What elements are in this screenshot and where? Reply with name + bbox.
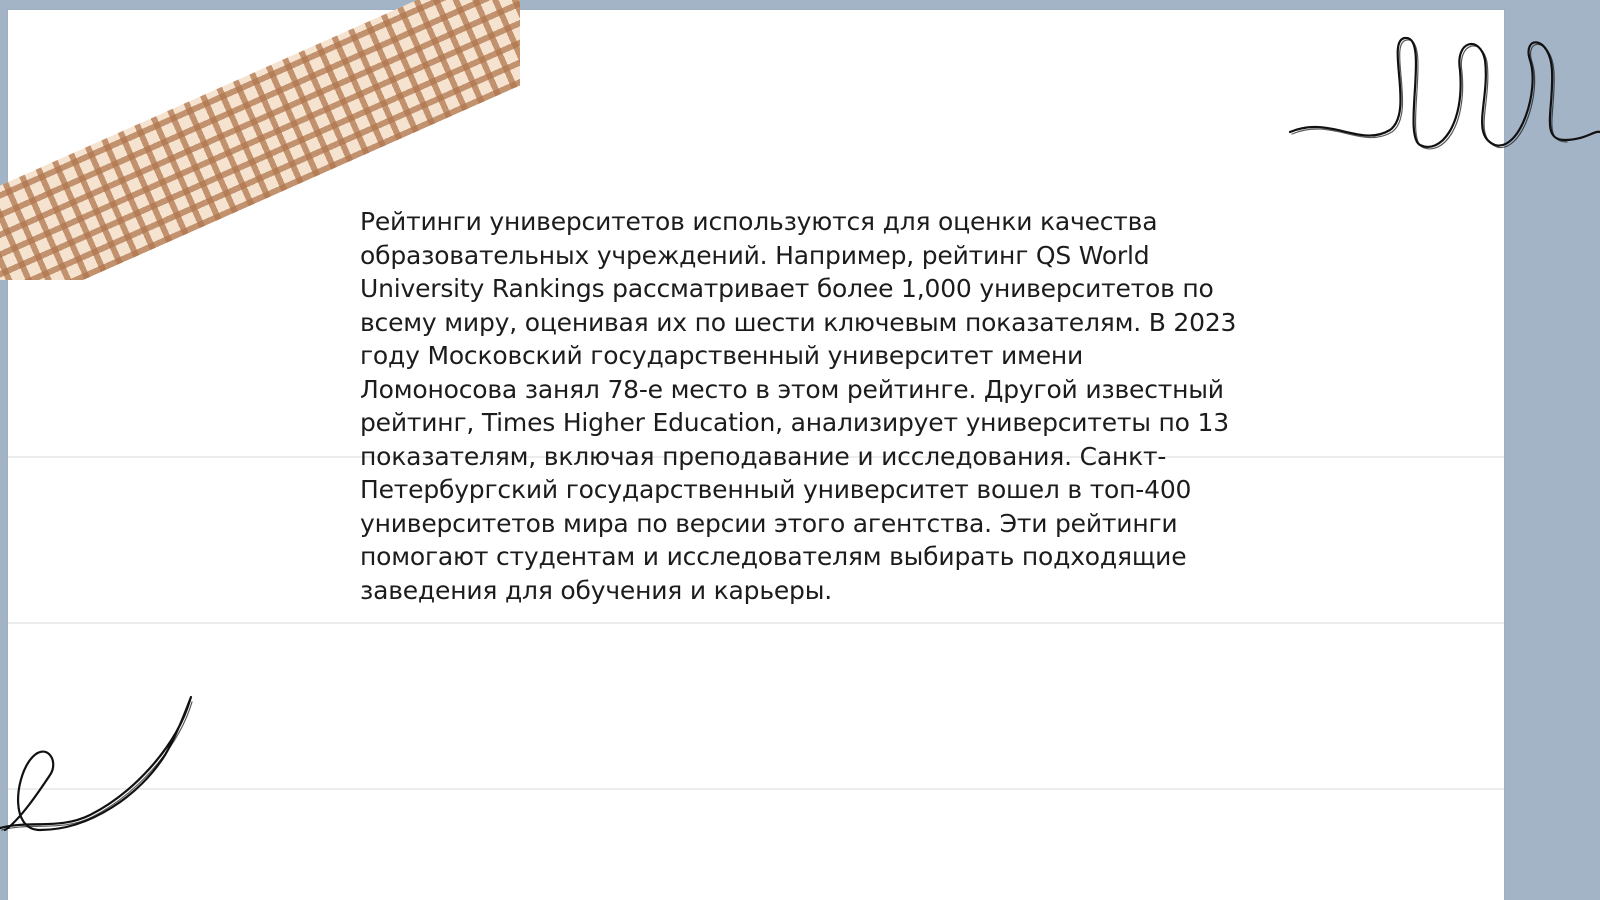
loop-scribble-top-right [1290, 30, 1600, 170]
ruled-line [8, 622, 1504, 624]
loop-scribble-bottom-left [0, 690, 200, 850]
ruled-line [8, 788, 1504, 790]
slide-body-text: Рейтинги университетов используются для оценки качества образовательных учреждений. Например, рейтинг QS World University Rankings рассматривает более 1,000 университетов по всему миру, оценивая их по шести ключевым показателям. В 2023 году Московский государственный университет имени Ломоносова занял 78-е место в этом рейтинге. Другой известный рейтинг, Times Higher Education, анализирует университеты по 13 показателям, включая преподавание и исследования. Санкт-Петербургский государственный университет вошел в топ-400 университетов мира по версии этого агентства. Эти рейтинги помогают студентам и исследователям выбирать подходящие заведения для обучения и карьеры. [360, 207, 1237, 605]
